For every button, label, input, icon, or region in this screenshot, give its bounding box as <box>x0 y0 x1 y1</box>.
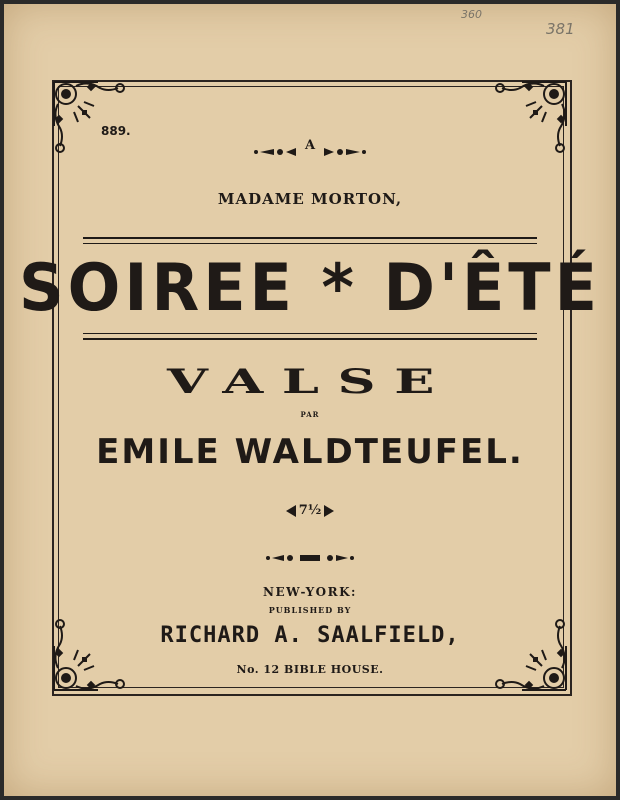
composer-name: EMILE WALDTEUFEL. <box>96 432 524 472</box>
left-bracket-icon <box>282 505 296 517</box>
pencil-annotation-small: 360 <box>461 8 482 21</box>
by-label: PAR <box>300 410 320 419</box>
publisher-address: No. 12 BIBLE HOUSE. <box>236 663 384 676</box>
publisher-name: RICHARD A. SAALFIELD, <box>160 623 460 648</box>
plate-number: 889. <box>101 124 131 138</box>
published-by-label: PUBLISHED BY <box>268 605 352 615</box>
dedication-line: MADAME MORTON, <box>217 190 403 208</box>
price-label: 7½ <box>298 503 322 518</box>
main-title: SOIREE * D'ÊTÉ <box>19 249 601 326</box>
subtitle-valse: VALSE <box>167 362 453 402</box>
title-rule-top <box>83 237 537 239</box>
dedication-prefix: A <box>304 138 316 153</box>
title-rule-bottom-thin <box>83 333 537 334</box>
pencil-annotation-large: 381 <box>546 20 575 38</box>
title-rule-top-thin <box>83 243 537 244</box>
flourish-ornament-icon <box>264 551 356 565</box>
price-ornament <box>0 503 620 518</box>
publication-city: NEW-YORK: <box>263 585 357 599</box>
right-bracket-icon <box>324 505 338 517</box>
title-rule-bottom <box>83 338 537 340</box>
